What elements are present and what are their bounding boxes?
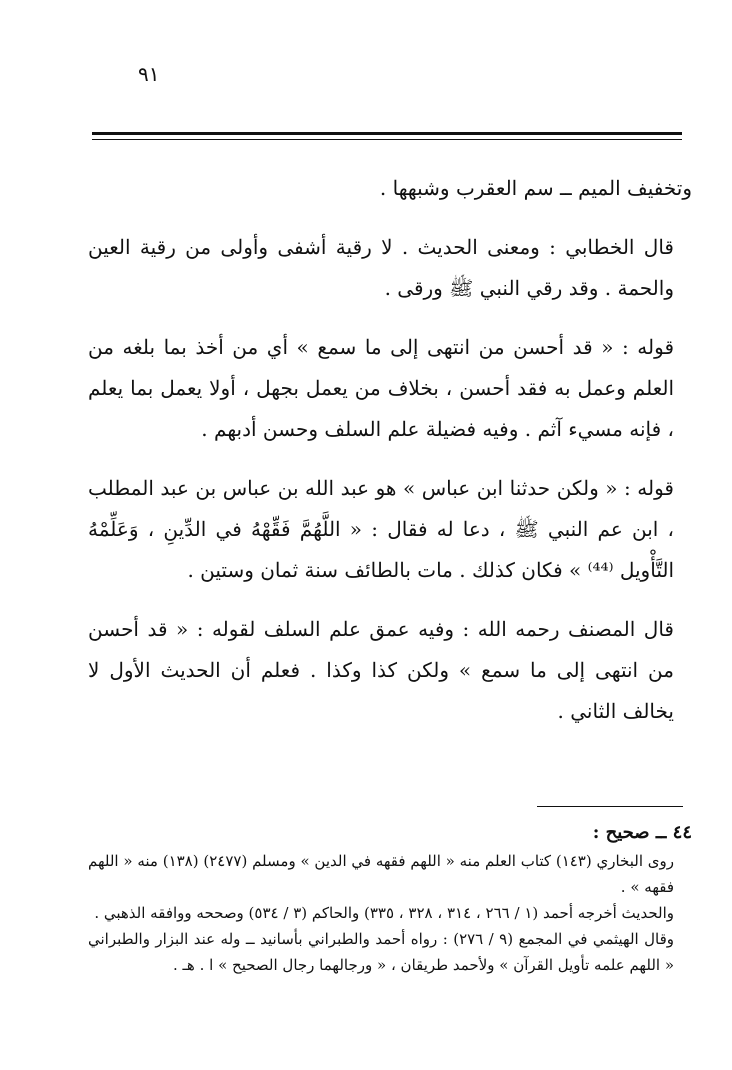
footnote-line-1: روى البخاري (١٤٣) كتاب العلم منه « اللهم فقهه في الدين » ومسلم (٢٤٧٧) (١٣٨) منه « اللهم فقهه » . xyxy=(88,852,674,896)
footnote-line-3: وقال الهيثمي في المجمع (٩ / ٢٧٦) : رواه أحمد والطبراني بأسانيد ــ وله عند البزار والطبراني « اللهم علمه تأويل القرآن » ولأحمد طريقان ، « ورجالهما رجال الصحيح » ا . هـ . xyxy=(88,930,675,974)
header-rule-thin xyxy=(92,139,682,140)
footnote-line-2: والحديث أخرجه أحمد (١ / ٢٦٦ ، ٣١٤ ، ٣٢٨ ، ٣٣٥) والحاكم (٣ / ٥٣٤) وصححه ووافقه الذهبي . xyxy=(94,904,674,922)
header-rule-thick xyxy=(92,132,682,135)
footnote-separator xyxy=(537,806,683,807)
paragraph-2: قال الخطابي : ومعنى الحديث . لا رقية أشفى وأولى من رقية العين والحمة . وقد رقي النبي ﷺ ورقى . xyxy=(88,235,674,300)
paragraph-4: قوله : « ولكن حدثنا ابن عباس » هو عبد الله بن عباس بن عبد المطلب ، ابن عم النبي ﷺ ، دعا له فقال : « اللَّهُمَّ فَقِّهْهُ في الدِّينِ ، وَعَلِّمْهُ التَّأْويل ⁽⁴⁴⁾ » فكان كذلك . مات بالطائف سنة ثمان وستين . xyxy=(88,476,674,582)
paragraph-1: وتخفيف الميم ــ سم العقرب وشبهها . xyxy=(379,176,692,200)
main-text xyxy=(88,168,692,732)
footnotes xyxy=(88,818,692,978)
page-number: ٩١ xyxy=(138,62,160,86)
paragraph-5: قال المصنف رحمه الله : وفيه عمق علم السلف لقوله : « قد أحسن من انتهى إلى ما سمع » ولكن كذا وكذا . فعلم أن الحديث الأول لا يخالف الثاني . xyxy=(88,617,674,723)
footnote-heading: ٤٤ ــ صحيح : xyxy=(592,822,692,843)
paragraph-3: قوله : « قد أحسن من انتهى إلى ما سمع » أي من أخذ بما بلغه من العلم وعمل به فقد أحسن ، بخلاف من يعمل بجهل ، أولا يعمل بما يعلم ، فإنه مسيء آثم . وفيه فضيلة علم السلف وحسن أدبهم . xyxy=(88,335,674,441)
